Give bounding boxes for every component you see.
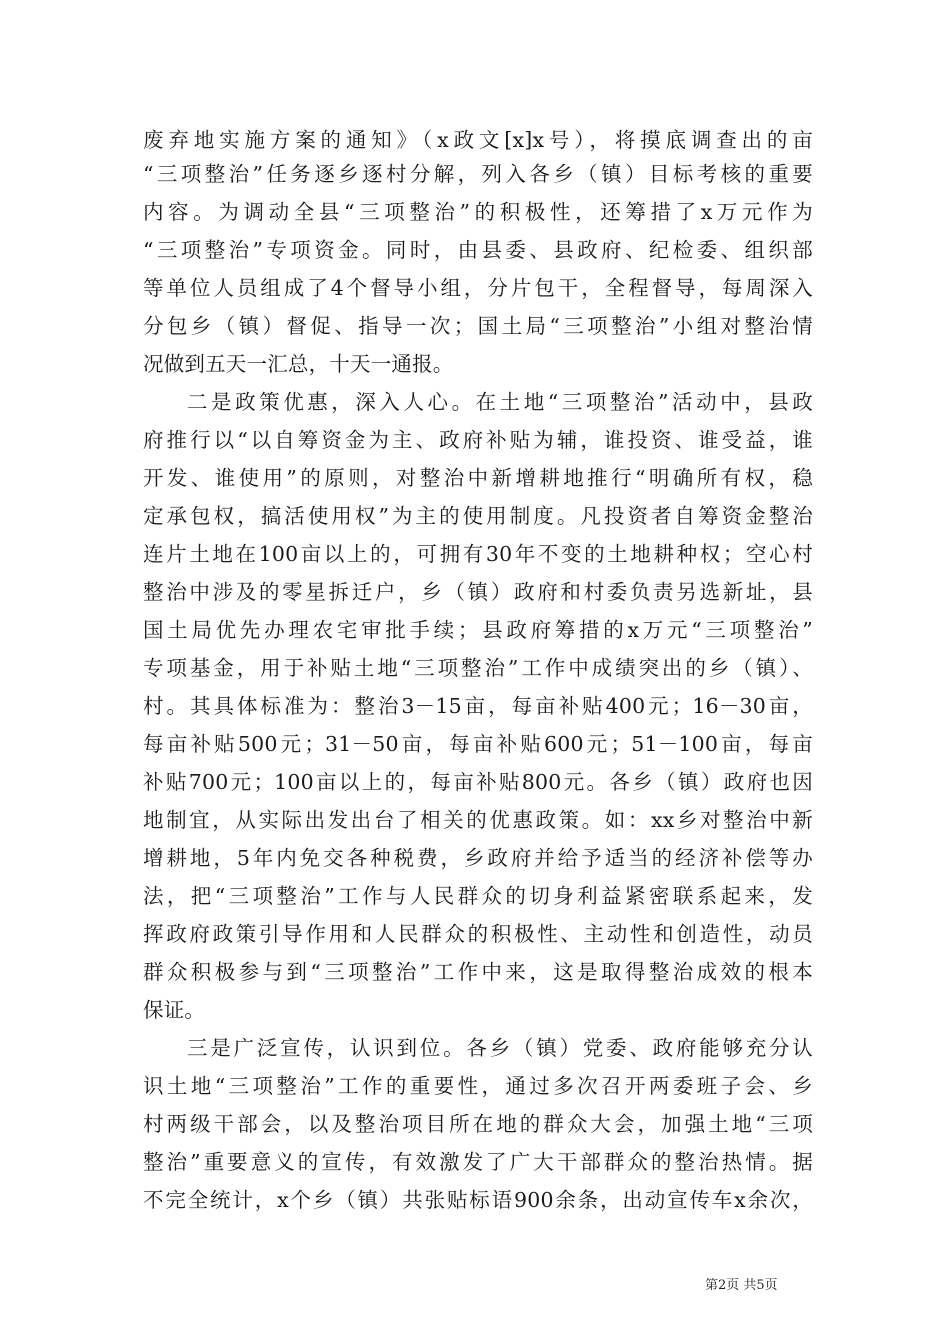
paragraph-line: 整治中涉及的零星拆迁户，乡（镇）政府和村委负责另选新址，县 <box>143 580 813 604</box>
paragraph-line: 连片土地在100亩以上的，可拥有30年不变的土地耕种权；空心村 <box>143 542 813 566</box>
paragraph-line: 内容。为调动全县“三项整治”的积极性，还筹措了x万元作为 <box>143 200 813 224</box>
paragraph-line: 等单位人员组成了4个督导小组，分片包干，全程督导，每周深入 <box>143 276 813 300</box>
paragraph-line: 况做到五天一汇总，十天一通报。 <box>143 352 454 376</box>
paragraph-line: 保证。 <box>143 998 206 1022</box>
paragraph-line: 国土局优先办理农宅审批手续；县政府筹措的x万元“三项整治” <box>143 618 813 642</box>
paragraph-line: 专项基金，用于补贴土地“三项整治”工作中成绩突出的乡（镇）、 <box>143 656 813 680</box>
page-number-footer: 第2页 共5页 <box>705 1278 778 1293</box>
paragraph-line: 开发、谁使用”的原则，对整治中新增耕地推行“明确所有权，稳 <box>143 466 813 490</box>
paragraph-line: 补贴700元；100亩以上的，每亩补贴800元。各乡（镇）政府也因 <box>143 770 813 794</box>
paragraph-line: 村。其具体标准为：整治3－15亩，每亩补贴400元；16－30亩， <box>143 694 813 718</box>
paragraph-line: 增耕地，5年内免交各种税费，乡政府并给予适当的经济补偿等办 <box>143 846 813 870</box>
paragraph-line: 村两级干部会，以及整治项目所在地的群众大会，加强土地“三项 <box>143 1112 813 1136</box>
paragraph-line: 定承包权，搞活使用权”为主的使用制度。凡投资者自筹资金整治 <box>143 504 813 528</box>
paragraph-line: 群众积极参与到“三项整治”工作中来，这是取得整治成效的根本 <box>143 960 813 984</box>
paragraph-line: 府推行以“以自筹资金为主、政府补贴为辅，谁投资、谁受益，谁 <box>143 428 813 452</box>
paragraph-line: 废弃地实施方案的通知》（x政文[x]x号），将摸底调查出的亩 <box>143 128 813 152</box>
paragraph-line: 每亩补贴500元；31－50亩，每亩补贴600元；51－100亩，每亩 <box>143 732 813 756</box>
paragraph-line: 三是广泛宣传，认识到位。各乡（镇）党委、政府能够充分认 <box>187 1036 813 1060</box>
paragraph-line: 识土地“三项整治”工作的重要性，通过多次召开两委班子会、乡 <box>143 1074 813 1098</box>
paragraph-line: “三项整治”专项资金。同时，由县委、县政府、纪检委、组织部 <box>143 238 813 262</box>
paragraph-line: 整治”重要意义的宣传，有效激发了广大干部群众的整治热情。据 <box>143 1150 813 1174</box>
paragraph-line: 法，把“三项整治”工作与人民群众的切身利益紧密联系起来，发 <box>143 884 813 908</box>
paragraph-line: 二是政策优惠，深入人心。在土地“三项整治”活动中，县政 <box>187 390 813 414</box>
paragraph-line: 挥政府政策引导作用和人民群众的积极性、主动性和创造性，动员 <box>143 922 813 946</box>
paragraph-line: 地制宜，从实际出发出台了相关的优惠政策。如：xx乡对整治中新 <box>143 808 813 832</box>
paragraph-line: 不完全统计，x个乡（镇）共张贴标语900余条，出动宣传车x余次， <box>143 1188 813 1212</box>
paragraph-line: 分包乡（镇）督促、指导一次；国土局“三项整治”小组对整治情 <box>143 314 813 338</box>
paragraph-line: “三项整治”任务逐乡逐村分解，列入各乡（镇）目标考核的重要 <box>143 162 813 186</box>
